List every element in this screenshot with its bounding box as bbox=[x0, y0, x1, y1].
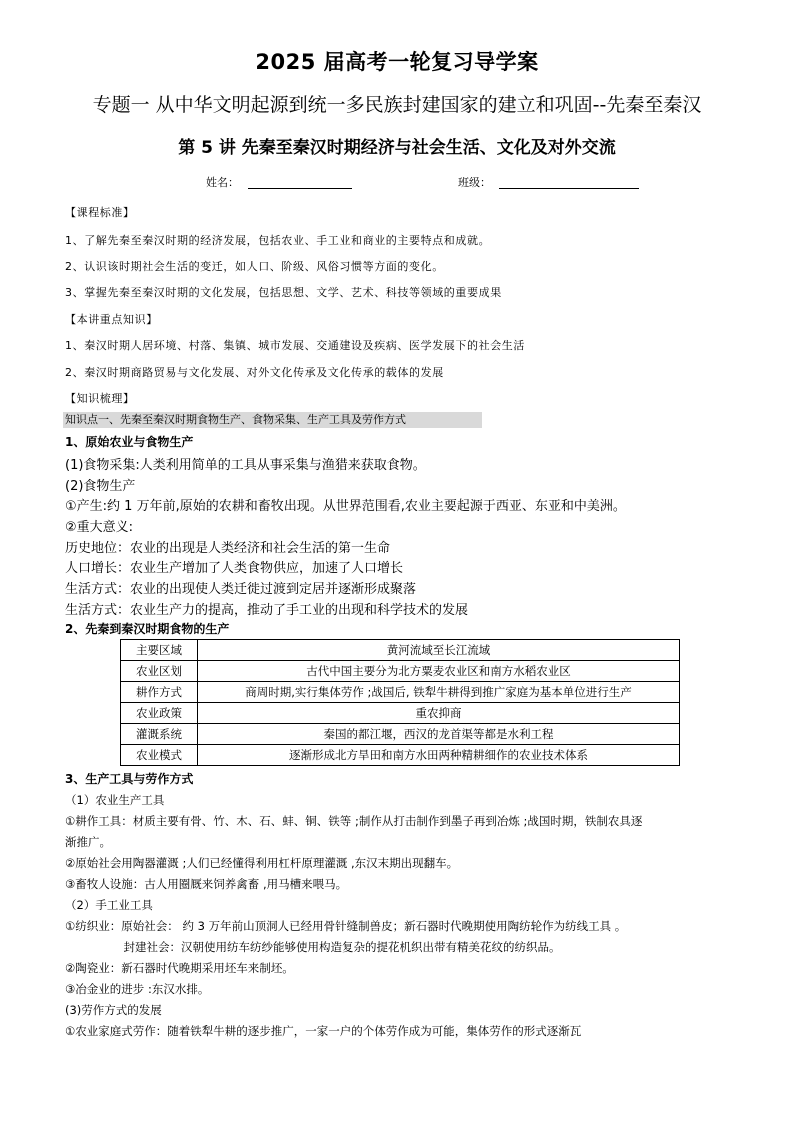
section2-heading: 2、先秦到秦汉时期食物的生产 bbox=[65, 622, 230, 636]
section3-line: ③冶金业的进步 :东汉水排。 bbox=[65, 982, 210, 996]
standards-heading: 【课程标准】 bbox=[65, 206, 135, 219]
section3-line: ②原始社会用陶器灌溉 ;人们已经懂得利用杠杆原理灌溉 ,东汉末期出现翻车。 bbox=[65, 856, 459, 870]
table-value-cell: 重农抑商 bbox=[198, 703, 680, 724]
table-row bbox=[121, 703, 680, 724]
agriculture-table bbox=[120, 639, 680, 766]
section1-line: 人口增长：农业生产增加了人类食物供应，加速了人口增长 bbox=[65, 561, 404, 576]
table-row bbox=[121, 724, 680, 745]
section3-line: ①纺织业：原始社会： 约 3 万年前山顶洞人已经用骨针缝制兽皮；新石器时代晚期使用陶纺轮作为纺线工具 。 bbox=[65, 919, 627, 933]
section3-line: ②陶瓷业：新石器时代晚期采用坯车来制坯。 bbox=[65, 961, 294, 975]
section3-line: ①农业家庭式劳作：随着铁犁牛耕的逐步推广，一家一户的个体劳作成为可能，集体劳作的形式逐渐瓦 bbox=[65, 1024, 582, 1038]
section1-line: ②重大意义: bbox=[65, 520, 134, 535]
table-key-cell: 农业区划 bbox=[121, 661, 198, 682]
section3-line: (3)劳作方式的发展 bbox=[65, 1003, 162, 1017]
table-value-cell: 秦国的都江堰，西汉的龙首渠等都是水利工程 bbox=[198, 724, 680, 745]
name-class-row bbox=[0, 174, 794, 194]
section1-line: 生活方式：农业生产力的提高，推动了手工业的出现和科学技术的发展 bbox=[65, 603, 469, 618]
standards-item: 1、了解先秦至秦汉时期的经济发展，包括农业、手工业和商业的主要特点和成就。 bbox=[65, 234, 491, 247]
table-row bbox=[121, 661, 680, 682]
document-title: 2025 届高考一轮复习导学案 bbox=[255, 50, 539, 74]
section1-line: 生活方式：农业的出现使人类迁徙过渡到定居并逐渐形成聚落 bbox=[65, 582, 417, 597]
table-key-cell: 主要区域 bbox=[121, 640, 198, 661]
section3-line: ③畜牧人设施：古人用圈厩来饲养禽畜 ,用马槽来喂马。 bbox=[65, 877, 348, 891]
section1-line: (1)食物采集:人类利用简单的工具从事采集与渔猎来获取食物。 bbox=[65, 458, 426, 473]
key-points-item: 1、秦汉时期人居环境、村落、集镇、城市发展、交通建设及疾病、医学发展下的社会生活 bbox=[65, 339, 525, 352]
table-key-cell: 耕作方式 bbox=[121, 682, 198, 703]
section3-line: （1）农业生产工具 bbox=[65, 793, 165, 807]
class-blank[interactable] bbox=[499, 188, 639, 189]
table-value-cell: 逐渐形成北方旱田和南方水田两种精耕细作的农业技术体系 bbox=[198, 745, 680, 766]
knowledge-point-banner: 知识点一、先秦至秦汉时期食物生产、食物采集、生产工具及劳作方式 bbox=[63, 412, 482, 428]
table-value-cell: 古代中国主要分为北方粟麦农业区和南方水稻农业区 bbox=[198, 661, 680, 682]
table-row bbox=[121, 640, 680, 661]
section3-heading: 3、生产工具与劳作方式 bbox=[65, 772, 194, 786]
standards-item: 2、认识该时期社会生活的变迁，如人口、阶级、风俗习惯等方面的变化。 bbox=[65, 260, 444, 273]
table-key-cell: 灌溉系统 bbox=[121, 724, 198, 745]
table-key-cell: 农业政策 bbox=[121, 703, 198, 724]
key-points-item: 2、秦汉时期商路贸易与文化发展、对外文化传承及文化传承的载体的发展 bbox=[65, 366, 444, 379]
section1-line: 历史地位：农业的出现是人类经济和社会生活的第一生命 bbox=[65, 541, 391, 556]
lesson-title: 第 5 讲 先秦至秦汉时期经济与社会生活、文化及对外交流 bbox=[178, 138, 616, 158]
review-heading: 【知识梳理】 bbox=[65, 392, 135, 405]
name-blank[interactable] bbox=[248, 188, 352, 189]
name-label: 姓名： bbox=[206, 176, 239, 189]
table-row bbox=[121, 682, 680, 703]
document-subtitle: 专题一 从中华文明起源到统一多民族封建国家的建立和巩固--先秦至秦汉 bbox=[92, 94, 702, 116]
table-key-cell: 农业模式 bbox=[121, 745, 198, 766]
table-value-cell: 商周时期,实行集体劳作 ;战国后, 铁犁牛耕得到推广家庭为基本单位进行生产 bbox=[198, 682, 680, 703]
table-value-cell: 黄河流域至长江流域 bbox=[198, 640, 680, 661]
section1-line: (2)食物生产 bbox=[65, 479, 136, 494]
section3-line: ①耕作工具：材质主要有骨、竹、木、石、蚌、铜、铁等 ;制作从打击制作到墨子再到冶炼 ;战国时期，铁制农具逐 bbox=[65, 814, 643, 828]
section1-heading: 1、原始农业与食物生产 bbox=[65, 435, 194, 449]
section3-line: （2）手工业工具 bbox=[65, 898, 153, 912]
standards-item: 3、掌握先秦至秦汉时期的文化发展，包括思想、文学、艺术、科技等领域的重要成果 bbox=[65, 286, 502, 299]
class-label: 班级： bbox=[458, 176, 491, 189]
key-points-heading: 【本讲重点知识】 bbox=[65, 313, 158, 326]
section3-line: 渐推广。 bbox=[65, 835, 111, 849]
table-row bbox=[121, 745, 680, 766]
section1-line: ①产生:约 1 万年前,原始的农耕和畜牧出现。从世界范围看,农业主要起源于西亚、东亚和中美洲。 bbox=[65, 499, 626, 514]
section3-line: 封建社会：汉朝使用纺车纺纱能够使用构造复杂的提花机织出带有精美花纹的纺织品。 bbox=[65, 940, 561, 954]
